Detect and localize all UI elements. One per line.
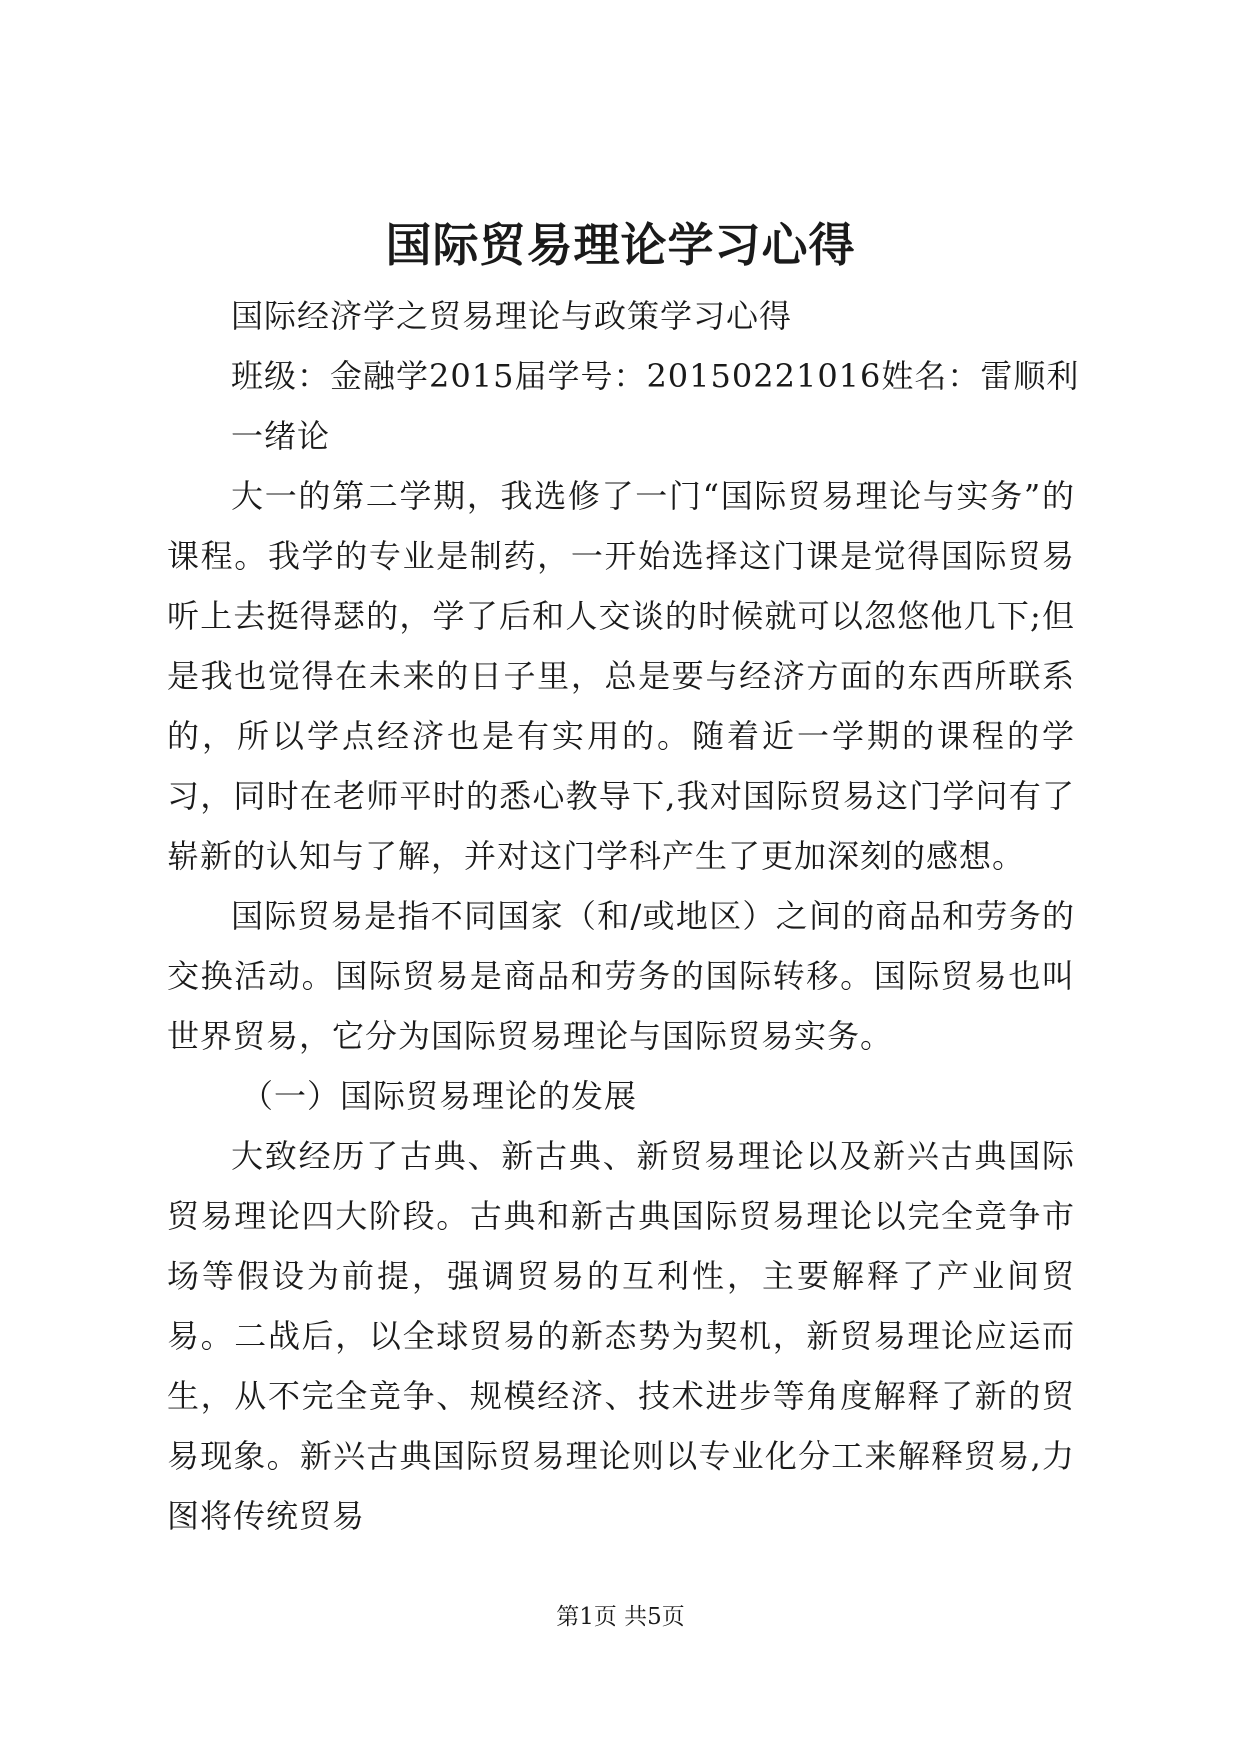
author-line: 班级：金融学2015届学号：20150221016姓名：雷顺利 — [231, 357, 1080, 395]
paragraph-1: 大一的第二学期，我选修了一门“国际贸易理论与实务”的课程。我学的专业是制药，一开始选择这门课是觉得国际贸易听上去挺得瑟的，学了后和人交谈的时候就可以忽悠他几下;但是我也觉得在未来的日子里，总是要与经济方面的东西所联系的，所以学点经济也是有实用的。随着近一学期的课程的学习，同时在老师平时的悉心教导下,我对国际贸易这门学问有了崭新的认知与了解，并对这门学科产生了更加深刻的感想。 — [167, 477, 1075, 875]
document-body — [167, 286, 1080, 1546]
section-heading: 一绪论 — [231, 417, 331, 455]
subsection-heading: （一）国际贸易理论的发展 — [241, 1077, 638, 1115]
document-subtitle: 国际经济学之贸易理论与政策学习心得 — [231, 297, 793, 335]
paragraph-3: 大致经历了古典、新古典、新贸易理论以及新兴古典国际贸易理论四大阶段。古典和新古典国际贸易理论以完全竞争市场等假设为前提，强调贸易的互利性，主要解释了产业间贸易。二战后，以全球贸易的新态势为契机，新贸易理论应运而生，从不完全竞争、规模经济、技术进步等角度解释了新的贸易现象。新兴古典国际贸易理论则以专业化分工来解释贸易,力图将传统贸易 — [167, 1137, 1075, 1535]
paragraph-2: 国际贸易是指不同国家（和/或地区）之间的商品和劳务的交换活动。国际贸易是商品和劳务的国际转移。国际贸易也叫世界贸易，它分为国际贸易理论与国际贸易实务。 — [167, 897, 1075, 1055]
page-number-footer: 第1页 共5页 — [556, 1604, 685, 1630]
page-title: 国际贸易理论学习心得 — [385, 218, 856, 272]
